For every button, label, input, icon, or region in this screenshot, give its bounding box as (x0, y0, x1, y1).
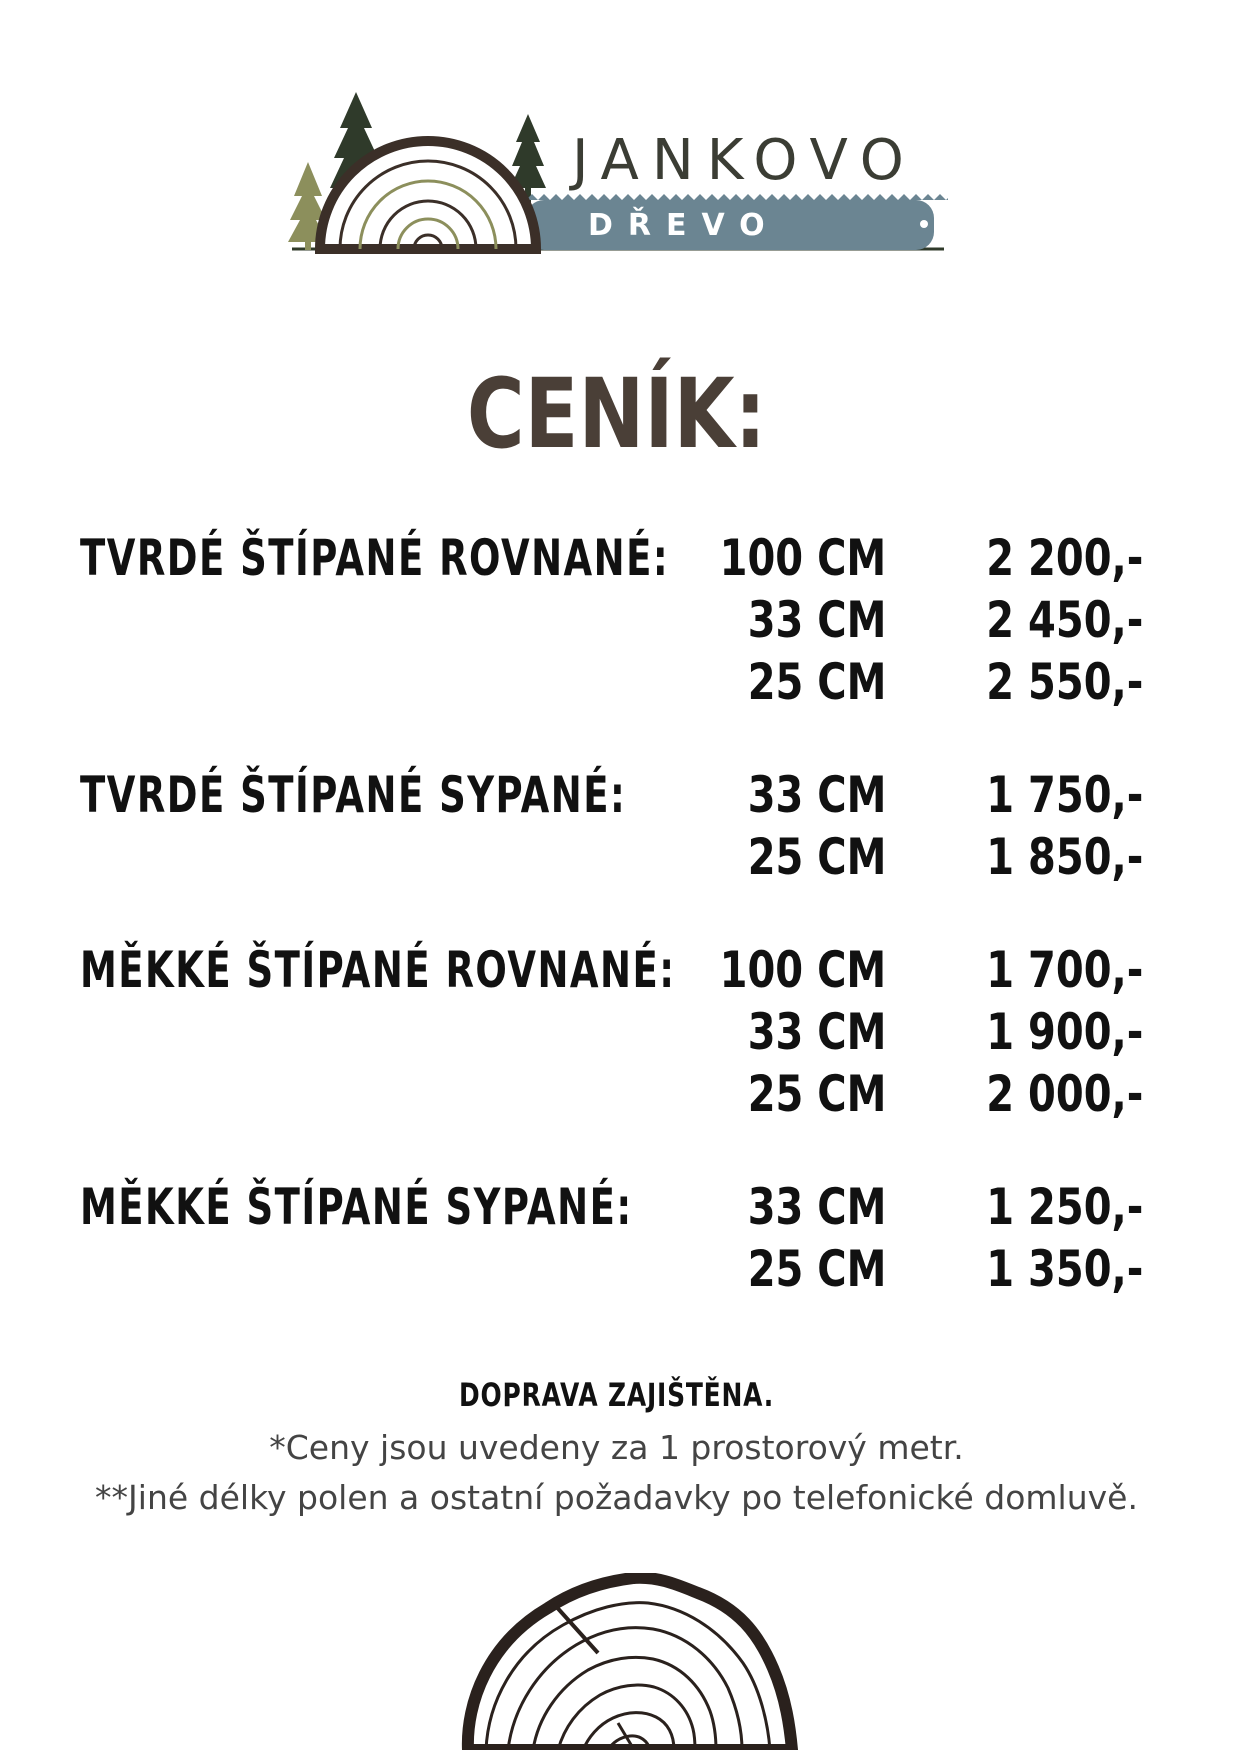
length-value: 33 CM (747, 1003, 886, 1061)
length-value: 100 CM (719, 529, 886, 587)
price-value: 1 700,- (985, 941, 1143, 999)
length-value: 33 CM (747, 1178, 886, 1236)
delivery-note: DOPRAVA ZAJIŠTĚNA. (459, 1376, 774, 1414)
length-value: 25 CM (747, 1065, 886, 1123)
category-label: TVRDÉ ŠTÍPANÉ SYPANÉ: (80, 766, 627, 824)
category-label: TVRDÉ ŠTÍPANÉ ROVNANÉ: (80, 529, 670, 587)
category-label: MĚKKÉ ŠTÍPANÉ SYPANÉ: (80, 1178, 633, 1236)
price-value: 1 900,- (985, 1003, 1143, 1061)
footnote-other-lengths: **Jiné délky polen a ostatní požadavky po telefonické domluvě. (95, 1478, 1138, 1517)
category-label: MĚKKÉ ŠTÍPANÉ ROVNANÉ: (80, 941, 676, 999)
brand-subtitle: DŘEVO (588, 208, 780, 243)
page-title: CENÍK: (466, 358, 767, 470)
length-value: 33 CM (747, 766, 886, 824)
price-value: 2 450,- (985, 591, 1143, 649)
footnote-price-unit: *Ceny jsou uvedeny za 1 prostorový metr. (269, 1428, 964, 1467)
price-value: 2 550,- (985, 653, 1143, 711)
length-value: 25 CM (747, 828, 886, 886)
price-value: 1 250,- (985, 1178, 1143, 1236)
length-value: 100 CM (719, 941, 886, 999)
price-value: 2 200,- (985, 529, 1143, 587)
length-value: 33 CM (747, 591, 886, 649)
brand-name: JANKOVO (572, 128, 917, 193)
price-value: 1 850,- (985, 828, 1143, 886)
length-value: 25 CM (747, 653, 886, 711)
length-value: 25 CM (747, 1240, 886, 1298)
tree-stump-rings-icon (458, 1573, 798, 1750)
price-value: 2 000,- (985, 1065, 1143, 1123)
price-value: 1 350,- (985, 1240, 1143, 1298)
price-value: 1 750,- (985, 766, 1143, 824)
